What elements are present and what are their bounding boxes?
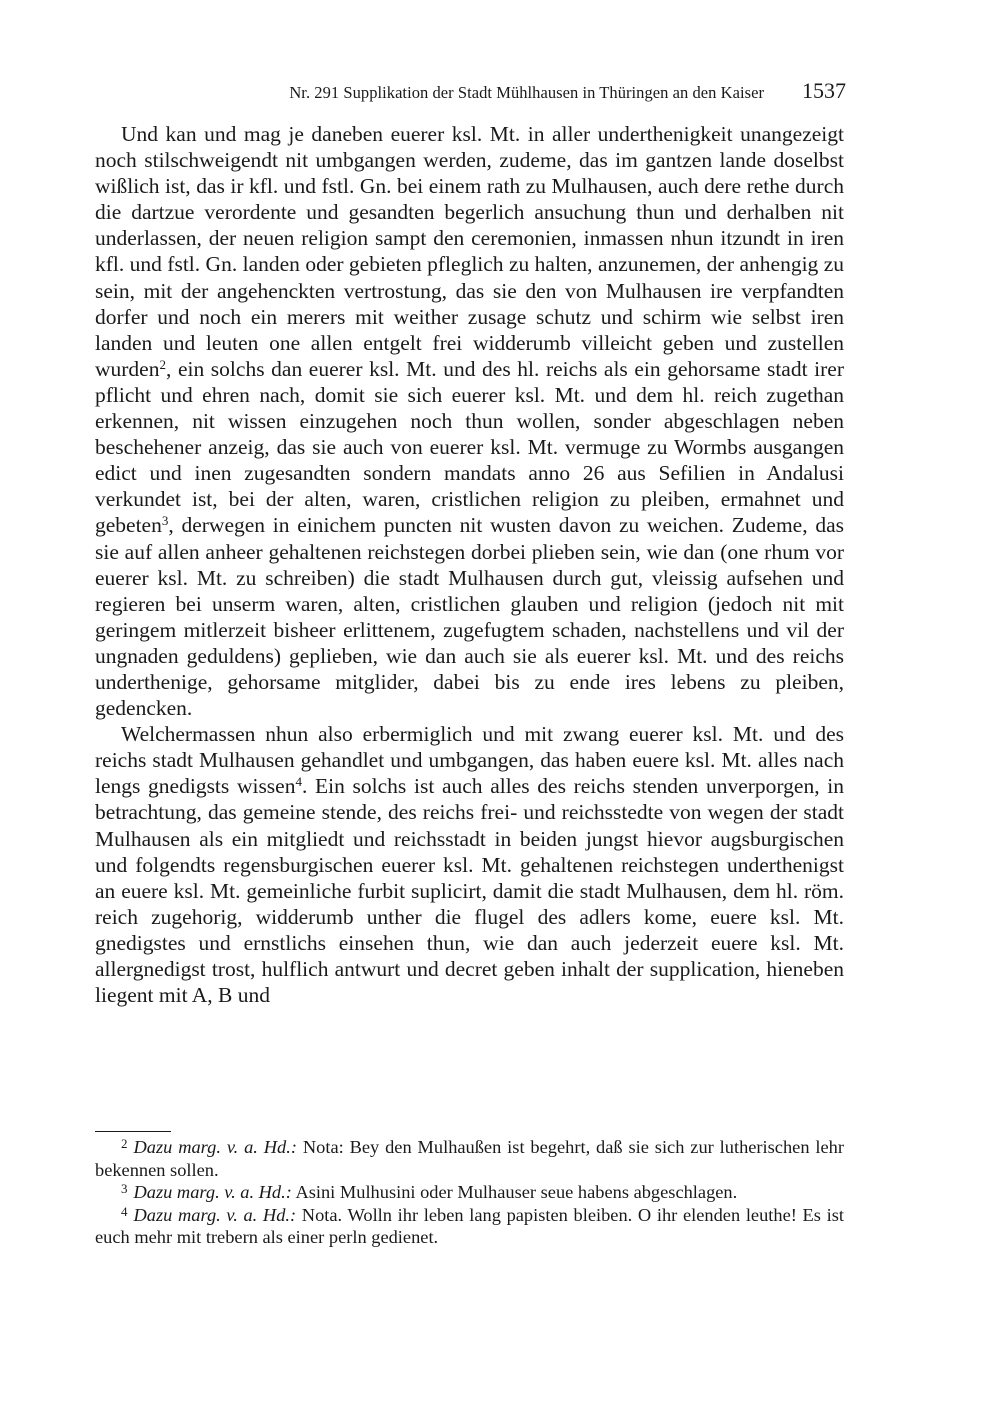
main-text xyxy=(95,121,844,1008)
running-head-title: Nr. 291 Supplikation der Stadt Mühlhausen in Thüringen an den Kaiser xyxy=(289,83,764,102)
footnote-text: Nota: Bey den Mulhaußen ist begehrt, daß sie sich zur lutherischen lehr bekennen sollen. xyxy=(95,1137,844,1180)
paragraph-2-text-b: . Ein solchs ist auch alles des reichs stenden unverporgen, in betrachtung, das gemeine stende, des reichs frei- und reichsstedte von wegen der stadt Mulhausen als ein mitgliedt und reichsstadt in beiden jungst hievor augsburgischen und folgendts regensburgischen euerer ksl. Mt. gehaltenen reichstegen underthenigst an euere ksl. Mt. gemeinliche furbit suplicirt, damit die stadt Mulhausen, dem hl. röm. reich zugehorig, widderumb unther die flugel des adlers kome, euere ksl. Mt. gnedigstes und ernstlichs einsehen thun, wie dan auch jederzeit euere ksl. Mt. allergnedigst trost, hulflich antwurt und decret geben inhalt der supplication, hieneben liegent mit A, B und xyxy=(95,774,844,1008)
footnote-reference-4[interactable]: 4 xyxy=(295,774,302,790)
footnote-4 xyxy=(95,1204,844,1249)
footnote-number: 2 xyxy=(121,1136,128,1151)
footnote-2 xyxy=(95,1136,844,1181)
footnote-marginal-note: Dazu marg. v. a. Hd.: xyxy=(133,1182,292,1202)
footnote-number: 3 xyxy=(121,1181,128,1196)
footnote-reference-3[interactable]: 3 xyxy=(161,513,169,529)
footnote-number: 4 xyxy=(121,1203,128,1219)
paragraph-1-text-b: , ein solchs dan euerer ksl. Mt. und des hl. reichs als ein gehorsame stadt irer pflicht und ehren nach, domit sie sich euerer ksl. Mt. und dem hl. reich zugethan erkennen, nit wissen einzugehen noch thun wollen, sonder abgeschlagen neben beschehener anzeig, das sie auch von euerer ksl. Mt. vermuge zu Wormbs ausgangen edict und inen zugesandten sondern mandats anno 26 aus Sefilien in Andalusi verkundet ist, bei der alten, waren, cristlichen religion zu pleiben, ermahnet und gebeten xyxy=(95,356,844,538)
paragraph-1-text-c: , derwegen in einichem puncten nit wusten davon zu weichen. Zudeme, das sie auf allen anheer gehaltenen reichstegen dorbei plieben sein, wie dan (one rhum vor euerer ksl. Mt. zu schreiben) die stadt Mulhausen durch gut, vleissig aufsehen und regieren bei unserm waren, alten, cristlichen glauben und religion (jedoch nit mit geringem mitlerzeit bisheer erlittenem, zugefugtem schaden, nachstellens und vil der ungnaden geduldens) geplieben, wie dan auch sie als euerer ksl. Mt. und des reichs underthenige, gehorsame mitglider, dabei bis zu ende ires lebens zu pleiben, gedencken. xyxy=(95,513,844,721)
page-number: 1537 xyxy=(802,78,846,103)
paragraph-1-text-a: Und kan und mag je daneben euerer ksl. Mt. in aller underthenigkeit unangezeigt noch stilschweigendt nit umbgangen werden, zudeme, das im gantzen lande doselbst wißlich ist, das ir kfl. und fstl. Gn. bei einem rath zu Mulhausen, auch dere rethe durch die dartzue verordente und gesandten begerlich ansuchung thun und derhalben nit underlassen, der neuen religion sampt den ceremonien, inmassen nhun itzundt in iren kfl. und fstl. Gn. landen oder gebieten pfleglich zu halten, anzunemen, der anhengig zu sein, mit der angehenckten vertrostung, das sie den von Mulhausen ire verpfandten dorfer und noch ein merers mit weither zusage schutz und schirm wie selbst iren landen und leuten one allen entgelt frei widderumb villeicht geben und zustellen wurden xyxy=(95,122,844,381)
paragraph-1 xyxy=(95,121,844,721)
footnote-marginal-note: Dazu marg. v. a. Hd.: xyxy=(133,1137,297,1157)
footnote-text: Asini Mulhusini oder Mulhauser seue habens abgeschlagen. xyxy=(291,1182,738,1202)
footnote-reference-2[interactable]: 2 xyxy=(159,356,166,372)
footnotes xyxy=(95,1136,844,1249)
footnote-marginal-note: Dazu marg. v. a. Hd.: xyxy=(133,1204,297,1225)
paragraph-2-text-a: Welchermassen nhun also erbermiglich und mit zwang euerer ksl. Mt. und des reichs stadt Mulhausen gehandlet und umbgangen, das haben euere ksl. Mt. alles nach lengs gnedigsts wissen xyxy=(95,722,844,799)
footnote-text: Nota. Wolln ihr leben lang papisten bleiben. O ihr elenden leuthe! Es ist euch mehr mit trebern als einer perln gedienet. xyxy=(95,1204,844,1247)
footnote-3 xyxy=(95,1181,844,1204)
footnote-separator xyxy=(95,1131,171,1132)
running-head xyxy=(95,78,846,110)
paragraph-2 xyxy=(95,721,844,1008)
